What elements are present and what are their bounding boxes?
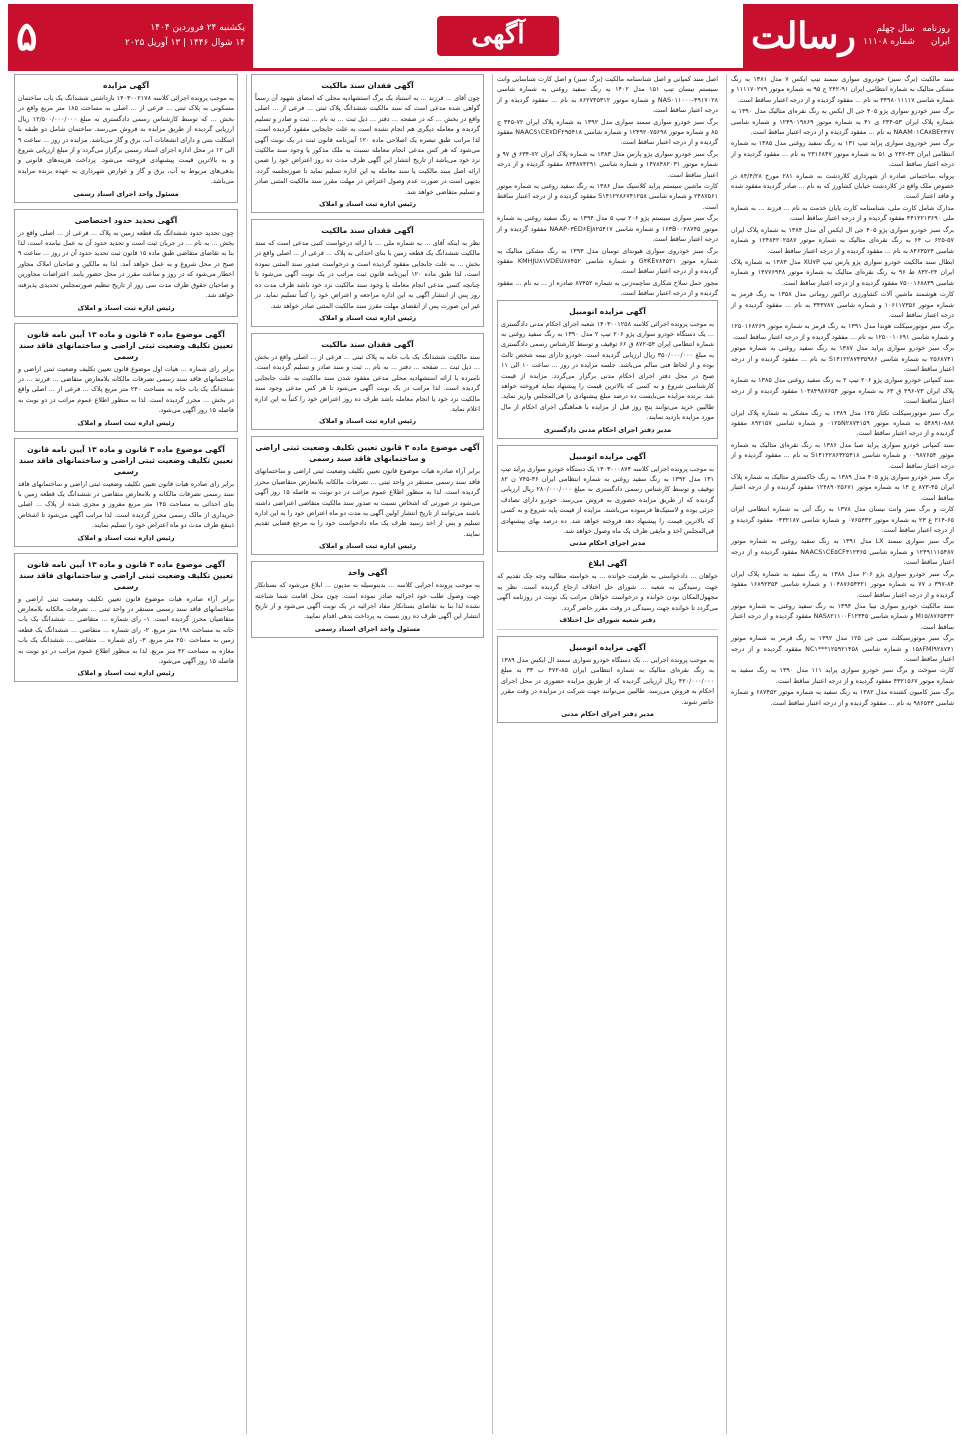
ad-signature: مسئول واحد اجرای اسناد رسمی <box>314 624 421 633</box>
ad-title: آگهی موضوع ماده ۳ قانون و ماده ۱۳ آیین نامه قانون تعیین تکلیف وضعیت ثبتی اراضی و ساختمانهای فاقد سند رسمی <box>18 444 233 476</box>
column-lost-documents <box>726 74 958 1434</box>
lost-item: برگ سبز خودرو سواری پراید مدل ۱۳۸۷ به رنگ سفید روغنی به شماره موتور ۲۵۶۸۷۴۱ به شماره شاسی S۱۴۱۲۲۸۷۴۳۵۹۸۶ به نام ... مفقود گردیده و از درجه اعتبار ساقط است. <box>731 344 954 373</box>
ad-signature: مدیر دفتر اجرای احکام مدنی <box>561 710 654 719</box>
alt-dates: ۱۴ شوال ۱۴۴۶ | ۱۳ آوریل ۲۰۲۵ <box>125 38 245 48</box>
brand-info <box>922 23 950 49</box>
ad-land-registry <box>14 438 238 547</box>
country-label: ایران <box>930 37 950 47</box>
ad-land-registry <box>251 436 484 555</box>
lost-item: برگ سبز موتورسیکلت سی جی ۱۲۵ مدل ۱۳۹۲ به رنگ قرمز به شماره موتور ۱۵۸FMI۹۲۸۷۴۱ و شماره شاسی NC۱***۱۲۵۹۲۱۴۵۸ مفقود گردیده و از درجه اعتبار ساقط است. <box>731 634 954 663</box>
issue-number: شماره ۱۱۱۰۸ <box>863 37 915 47</box>
ad-body: برابر آراء صادره هیات موضوع قانون تعیین تکلیف وضعیت ثبتی اراضی و ساختمانهای فاقد سند رسمی مستقر در واحد ثبتی ... تصرفات مالکانه بلامعارض متقاضیان محرز گردیده است. ۱- رای شماره ... متقاضی ... ششدانگ یک باب خانه به مساحت ۱۹۸ متر مربع. ۲- رای شماره ... متقاضی ... ششدانگ یک قطعه زمین به مساحت ۲۵۰ متر مربع. ۳- رای شماره ... متقاضی ... ششدانگ یک باب مغازه به مساحت ۴۲ متر مربع. لذا به منظور اطلاع عموم مراتب در دو نوبت به فاصله ۱۵ روز آگهی می‌شود. <box>18 594 234 665</box>
ad-title: آگهی موضوع ماده ۳ قانون و ماده ۱۳ آیین نامه قانون تعیین تکلیف وضعیت ثبتی اراضی و ساختمانهای فاقد سند رسمی <box>18 329 233 361</box>
ad-title: آگهی فقدان سند مالکیت <box>321 226 414 236</box>
ad-signature: رئیس اداره ثبت اسناد و املاک <box>319 417 416 426</box>
ad-land-registry <box>14 323 238 432</box>
ad-columns <box>8 74 958 1434</box>
ad-title: آگهی فقدان سند مالکیت <box>321 339 414 349</box>
lost-item: برگ سبز موتورسیکلت هوندا مدل ۱۳۹۱ به رنگ قرمز به شماره موتور ۱۲۵۰۱۶۸۲۶۹ و شماره شاسی ۱۲۵۰۰۱۰۶۹۱ به نام ... مفقود گردیده و از درجه اعتبار ساقط است. <box>731 322 954 341</box>
lost-item: کارت و برگ سبز وانت نیسان مدل ۱۳۷۸ به رنگ آبی به شماره انتظامی ایران ۶۵-۲۱۴ ع ۲۳ به شماره موتور ۰۷۶۵۴۳۲ و شماره شاسی ۰۴۳۲۱۸۷ مفقود گردیده و از درجه اعتبار ساقط است. <box>731 505 954 535</box>
ad-auction-car-3 <box>497 636 718 723</box>
ad-body: برابر رای شماره ... هیات اول موضوع قانون تعیین تکلیف وضعیت ثبتی اراضی و ساختمانهای فاقد سند رسمی تصرفات مالکانه بلامعارض متقاضی ... فرزند ... در ششدانگ یک باب خانه به مساحت ۲۳۰ متر مربع پلاک ... فرعی از ... اصلی واقع در بخش ... محرز گردیده است. لذا به منظور اطلاع عموم مراتب در دو نوبت به فاصله ۱۵ روز آگهی می‌شود. <box>18 364 234 415</box>
lost-item: اصل سند کمپانی و اصل شناسنامه مالکیت (برگ سبز) و اصل کارت شناسایی وانت سیستم نیسان تیپ ۱۵۱ مدل ۱۴۰۲ به رنگ سفید روغنی به شماره شاسی NAS۰۱۱۰۰۰-۴۹۱۷۰۲۸ و شماره موتور ۸۶۲۷۴۵۳۱۲ به نام ... مفقود گردیده و از درجه اعتبار ساقط است. <box>497 75 718 115</box>
lost-item: مجوز حمل سلاح شکاری ساچمه‌زنی به شماره ۸۷۴۵۲ صادره از ... به نام ... مفقود گردیده و از درجه اعتبار ساقط است. <box>497 278 718 298</box>
lost-item: پروانه ساختمانی صادره از شهرداری کلاردشت به شماره ۲۸۱ مورخ ۸۴/۴/۲۸ در خصوص ملک واقع در کلاردشت خیابان کشاورز که به نام ... صادر گردیده مفقود شده و فاقد اعتبار است. <box>731 171 955 201</box>
ad-body: برابر رای صادره هیات قانون تعیین تکلیف وضعیت ثبتی اراضی و ساختمانهای فاقد سند رسمی تصرفات مالکانه و بلامعارض متقاضی در ششدانگ یک قطعه زمین با بنای احداثی به مساحت ۱۴۵ متر مربع مفروز و مجزی شده از پلاک ... اصلی خریداری از مالک رسمی محرز گردیده است. لذا مراتب آگهی می‌شود تا اشخاص ذینفع ظرف مدت دو ماه اعتراض خود را تسلیم نمایند. <box>18 479 234 530</box>
lost-item: سند کمپانی خودرو سواری پژو ۲۰۶ تیپ ۲ به رنگ سفید روغنی مدل ۱۳۸۵ به شماره پلاک ایران ۷۳-۴۹۶ ق ۶۳ به شماره موتور ۱۰۳۸۴۹۸۷۶۵۴ مفقود گردیده و از درجه اعتبار ساقط است. <box>731 376 954 406</box>
masthead <box>8 4 958 71</box>
persian-date: یکشنبه ۲۴ فروردین ۱۴۰۴ <box>150 23 245 33</box>
ad-body: به موجب پرونده اجرایی کلاسه ۱۴۰۳۰۰۰۸۷۴ یک دستگاه خودرو سواری پراید تیپ ۱۳۱ مدل ۱۳۹۲ به رنگ سفید روغنی به شماره انتظامی ایران ۳۶-۷۴۵ ن ۸۲ توقیف و توسط کارشناس رسمی دادگستری به مبلغ ۲۸۰/۰۰۰/۰۰۰ ریال ارزیابی گردیده که از طریق مزایده حضوری به فروش می‌رسد. خودرو دارای تصادف جزئی بوده و لاستیک‌ها فرسوده می‌باشند. مزایده از قیمت پایه شروع و به کسی که بالاترین قیمت را پیشنهاد دهد فروخته خواهد شد. ده درصد بهای پیشنهادی فی‌المجلس اخذ و مابقی ظرف یک ماه وصول خواهد شد. <box>501 464 715 536</box>
ad-signature: رئیس اداره ثبت اسناد و املاک <box>77 303 175 312</box>
ad-title: آگهی موضوع ماده ۳ قانون و ماده ۱۳ آیین نامه قانون تعیین تکلیف وضعیت ثبتی اراضی و ساختمانهای فاقد سند رسمی <box>18 559 233 591</box>
lost-list <box>731 74 954 708</box>
date-lines <box>125 21 245 51</box>
lost-item: برگ سبز خودرو سواری پژو پارس مدل ۱۳۸۳ به شماره پلاک ایران ۷۲-۶۳۴ ق ۹۷ و شماره موتور ۱۴۷۸۴۸۲۰۳۱ و شماره شاسی ۸۳۴۸۷۴۲۹۱ مفقود گردیده و از درجه اعتبار ساقط است. <box>497 149 718 179</box>
ad-title: آگهی واحد <box>347 568 388 578</box>
publisher-label: روزنامه <box>922 24 950 34</box>
lost-item: برگ سبز خودروی سواری هیوندای توسان مدل ۱۳۹۳ به رنگ مشکی متالیک به شماره موتور G۴KE۷۸۴۵۲۱ و شماره شاسی KMHJU۸۱VDEU۸۷۴۵۲ مفقود گردیده و از درجه اعتبار ساقط است. <box>497 246 718 276</box>
lost-item: برگ سبز خودروی سواری پراید تیپ ۱۳۱ به رنگ سفید روغنی مدل ۱۳۸۵ به شماره انتظامی ایران ۴۳-۲۴۲ ی ۵۱ به شماره موتور ۲۳۱۶۸۴۷ به نام ... مفقود گردیده و از درجه اعتبار ساقط است. <box>731 139 955 169</box>
lost-item: برگ سبز خودرو سواری سمند سواری مدل ۱۳۹۲ به شماره پلاک ایران ۷۲-۳۴۵ ج ۸۵ و شماره موتور ۱۲۴۹۲۰۷۵۶۹۸ و شماره شاسی NAACS۱CE۷DF۲۹۵۴۱۸ مفقود گردیده و از درجه اعتبار ساقط است. <box>497 117 718 147</box>
ad-property-auction <box>14 74 238 203</box>
lost-item: مدارک شامل کارت ملی، شناسنامه کارت پایان خدمت به نام ... فرزند ... به شماره ملی ۴۴۱۲۲۱۳۶۹۰ مفقود گردیده و از درجه اعتبار ساقط است. <box>731 203 954 223</box>
ad-body: به موجب پرونده اجرایی کلاسه ... بدینوسیله به مدیون ... ابلاغ می‌شود که بستانکار جهت وصول طلب خود اجرائیه صادر نموده است. چون محل اقامت شما شناخته نشده لذا بنا به تقاضای بستانکار مفاد اجرائیه در یک نوبت آگهی می‌شود و از تاریخ انتشار این آگهی ظرف ده روز نسبت به پرداخت بدهی اقدام نمایید. <box>255 581 480 621</box>
lost-item: کارت هوشمند ماشین آلات کشاورزی تراکتور رومانی مدل ۱۳۵۸ به رنگ قرمز به شماره موتور ۱۰۶۱۱۷۳۵۶ و شماره شاسی ۳۴۳۷۸۷ به نام ... مفقود گردیده و از درجه اعتبار ساقط است. <box>731 290 954 319</box>
section-title: آگهی <box>437 16 558 56</box>
lost-item: برگ سبز سواری سیستم پژو ۲۰۶ تیپ ۵ مدل ۱۳۹۴ به رنگ سفید روغنی به شماره موتور ۱۶۳B۰۰۲۸۷۴۵ و شماره شاسی NAAP۰۳ED۶EJ۸۲۵۴۱۷ مفقود گردیده و از درجه اعتبار ساقط است. <box>497 214 718 244</box>
ad-signature: مسئول واحد اجرای اسناد رسمی <box>73 189 179 198</box>
ad-auction-car-1 <box>497 300 718 439</box>
ad-lost-deed <box>251 219 484 327</box>
ad-body: به موجب پرونده اجرایی ... یک دستگاه خودرو سواری سمند ال ایکس مدل ۱۳۸۹ به رنگ نقره‌ای متالیک به شماره انتظامی ایران ۸۵-۴۷۲ ب ۳۳ به مبلغ ۴۲۰/۰۰۰/۰۰۰ ریال ارزیابی گردیده که از طریق مزایده حضوری در محل اجرای احکام به فروش می‌رسد. طالبین می‌توانند جهت شرکت در مزایده در وقت مقرر حاضر شوند. <box>501 656 714 706</box>
ad-body: سند مالکیت ششدانگ یک باب خانه به پلاک ثبتی ... فرعی از ... اصلی واقع در بخش ... ذیل ثبت ... صفحه ... دفتر ... به نام ... ثبت و سند صادر و تسلیم گردیده است. نامبرده با ارائه استشهادیه محلی مدعی مفقود شدن سند مالکیت به علت جابجایی گردیده است. لذا مراتب در یک نوبت آگهی می‌شود تا هر کس مدعی وجود سند مالکیت نزد خود یا انجام معامله باشد ظرف ده روز اعتراض خود را کتباً به این اداره اعلام نماید. <box>255 352 480 413</box>
ad-title: آگهی مزایده اتومبیل <box>569 306 646 316</box>
lost-item: برگ سبز خودرو سواری پژو ۴۰۵ جی ال ایکس آی مدل ۱۳۸۴ به شماره پلاک ایران ۵۷-۶۲۵ ب ۶۴ به رنگ نقره‌ای متالیک به شماره موتور ۱۲۴۸۴۲۰۲۵۸۷ و شماره شاسی ۸۴۶۳۵۲۴ به نام ... مفقود گردیده و از درجه اعتبار ساقط است. <box>731 225 954 255</box>
ad-body: برابر آراء صادره هیات موضوع قانون تعیین تکلیف وضعیت ثبتی اراضی و ساختمانهای فاقد سند رسمی مستقر در واحد ثبتی ... تصرفات مالکانه بلامعارض متقاضیان محرز گردیده است. لذا به منظور اطلاع عموم مراتب در دو نوبت به فاصله ۱۵ روز آگهی می‌شود در صورتی که اشخاص نسبت به صدور سند مالکیت متقاضی اعتراضی داشته باشند می‌توانند از تاریخ انتشار اولین آگهی به مدت دو ماه اعتراض خود را به این اداره تسلیم و پس از اخذ رسید ظرف یک ماه دادخواست خود را به مرجع قضایی تقدیم نمایند. <box>255 467 480 538</box>
ad-signature: رئیس اداره ثبت اسناد و املاک <box>77 418 175 427</box>
ad-land-registry <box>14 553 238 683</box>
page-number: ۵ <box>16 12 38 60</box>
lost-item: برگ سبز موتورسیکلت تکتاز ۱۲۵ مدل ۱۳۸۹ به رنگ مشکی به شماره پلاک ایران ۸۸۸-۵۴۸۹۱ به شماره موتور ۰۱۲۵N۲۸۷۴۱۵۹ و شماره شاسی ۸۹۲۱۵۷ مفقود گردیده و از درجه اعتبار ساقط است. <box>731 408 954 438</box>
ad-body: به موجب پرونده اجرائی کلاسه ۱۴۰۳۰۰۲۱۷۸ بازداشتی ششدانگ یک باب ساختمان مسکونی به پلاک ثبتی ... فرعی از ... اصلی به مساحت ۱۸۵ متر مربع واقع در بخش ... که توسط کارشناس رسمی دادگستری به مبلغ ۱۲/۵۰۰/۰۰۰/۰۰۰ ریال ارزیابی گردیده از طریق مزایده به فروش می‌رسد. ساختمان شامل دو طبقه با اسکلت بتنی و دارای انشعابات آب، برق و گاز می‌باشد. مزایده در روز ... ساعت ۹ الی ۱۲ در محل اداره اجرای اسناد رسمی برگزار می‌گردد و از مبلغ ارزیابی شروع و به بالاترین قیمت پیشنهادی فروخته می‌شود. پرداخت هزینه‌های قانونی و بدهی‌های مربوط به آب، برق و گاز و عوارض شهرداری به عهده برنده مزایده می‌باشد. <box>18 94 234 186</box>
lost-item: برگ سبز خودرو سواری پژو ۲۰۶ مدل ۱۳۸۸ به رنگ سفید به شماره پلاک ایران ۸۴-۳۹۷ د ۷۷ به شماره موتور ۱۰۴۸۷۶۵۴۳۲۱ و شماره شاسی ۱۶۸۹۲۳۵۴ مفقود گردیده و از درجه اعتبار ساقط است. <box>731 569 955 599</box>
ad-title: آگهی موضوع ماده ۳ قانون تعیین تکلیف وضعیت ثبتی اراضی و ساختمانهای فاقد سند رسمی <box>255 443 480 464</box>
ad-title: آگهی ابلاغ <box>588 559 627 569</box>
ad-lost-deed <box>251 74 484 213</box>
date-block <box>8 4 253 68</box>
lost-item: برگ سبز سواری سمند LX مدل ۱۳۹۱ به رنگ سفید روغنی به شماره موتور ۱۲۴۹۱۱۱۵۴۸۷ و شماره شاسی NAACS۱CE۵CF۴۱۲۳۶۵ مفقود گردیده و از درجه اعتبار ساقط است. <box>731 537 954 567</box>
lost-item: برگ سبز کامیون کشنده مدل ۱۳۸۲ به رنگ سفید به شماره موتور ۶۸۷۴۵۲ و شماره شاسی ۹۸۶۵۴۳ به نام ... مفقود گردیده و از درجه اعتبار ساقط است. <box>731 688 954 707</box>
lost-item: برگ سبز خودرو سواری پژو ۴۰۵ مدل ۱۳۸۹ به رنگ خاکستری متالیک به شماره پلاک ایران ۴۵-۸۷۳ ج ۱۴ به شماره موتور ۱۲۴۸۹۰۲۵۶۷۱ مفقود گردیده و از درجه اعتبار ساقط است. <box>731 473 955 502</box>
ad-summons <box>497 558 718 630</box>
ad-title: آگهی مزایده اتومبیل <box>569 451 646 461</box>
ad-signature: رئیس اداره ثبت اسناد و املاک <box>319 542 416 551</box>
ad-signature: رئیس اداره ثبت اسناد و املاک <box>319 313 416 322</box>
column-registry-notices <box>10 74 242 1434</box>
ad-body: به موجب پرونده اجرائی کلاسه ۱۴۰۳۰۰۱۲۵۸ شعبه اجرای احکام مدنی دادگستری ... یک دستگاه خودرو سواری پژو ۲۰۶ تیپ ۲ مدل ۱۳۹۰ به رنگ سفید روغنی به شماره انتظامی ایران ۵۴-۸۷۲ ق ۶۶ توقیف و توسط کارشناس رسمی دادگستری به مبلغ ۳۵۰/۰۰۰/۰۰۰ ریال ارزیابی گردیده است. خودرو دارای بیمه شخص ثالث بوده و از لحاظ فنی سالم می‌باشد. جلسه مزایده در روز ... ساعت ۱۰ الی ۱۱ صبح در محل دفتر اجرای احکام مدنی برگزار می‌گردد. مزایده از قیمت کارشناسی شروع و به کسی که بالاترین قیمت را پیشنهاد نماید فروخته خواهد شد. برنده مزایده می‌بایست ده درصد مبلغ پیشنهادی را فی‌المجلس واریز نماید. طالبین خرید می‌توانند پنج روز قبل از مزایده با هماهنگی اجرای احکام از مال مورد مزایده بازدید نمایند. <box>501 319 715 422</box>
ad-signature: دفتر شعبه شورای حل اختلاف <box>559 616 656 625</box>
ad-title: آگهی مزایده اتومبیل <box>569 643 646 653</box>
ad-boundary-notice <box>14 209 238 317</box>
ad-body: خواهان ... دادخواستی به طرفیت خوانده ... به خواسته مطالبه وجه چک تقدیم که جهت رسیدگی به شعبه ... شورای حل اختلاف ارجاع گردیده است. نظر به مجهول‌المکان بودن خوانده و درخواست خواهان مراتب یک نوبت در روزنامه آگهی می‌گردد تا خوانده جهت رسیدگی در وقت مقرر حاضر گردد. <box>497 572 718 612</box>
ad-title: آگهی فقدان سند مالکیت <box>321 81 414 90</box>
ad-body: چون تحدید حدود ششدانگ یک قطعه زمین به پلاک ... فرعی از ... اصلی واقع در بخش ... به نام ... در جریان ثبت است و تحدید حدود آن به عمل نیامده است، لذا بنا به تقاضای متقاضی طبق ماده ۱۵ قانون ثبت تحدید حدود آن در روز ... ساعت ۹ صبح در محل شروع و به عمل خواهد آمد. لذا به مالکین و صاحبان املاک مجاور اخطار می‌شود که در روز و ساعت مقرر در محل حضور یابند. اعتراضات مجاورین و صاحبان حقوق ظرف مدت سی روز از تاریخ تنظیم صورتمجلس تحدیدی پذیرفته خواهد شد. <box>18 228 235 300</box>
ad-lost-deed <box>251 333 484 430</box>
ad-body: نظر به اینکه آقای ... به شماره ملی ... با ارائه درخواست کتبی مدعی است که سند مالکیت ششدانگ یک قطعه زمین با بنای احداثی به پلاک ... فرعی از ... اصلی واقع در بخش ... به علت جابجایی مفقود گردیده است و درخواست صدور سند المثنی نموده است، لذا طبق ماده ۱۲۰ آیین‌نامه قانون ثبت مراتب در یک نوبت آگهی می‌شود تا چنانچه کسی مدعی انجام معامله یا وجود سند مالکیت نزد خود باشد ظرف مدت ده روز پس از انتشار آگهی به این اداره مراجعه و اعتراض خود را کتباً تسلیم نماید. در غیر این صورت پس از انقضای مهلت مقرر سند مالکیت المثنی صادر خواهد شد. <box>255 239 480 310</box>
ad-single-notice <box>251 561 484 638</box>
brand-block <box>743 4 958 68</box>
ad-signature: رئیس اداره ثبت اسناد و املاک <box>77 669 175 678</box>
ad-signature: مدیر اجرای احکام مدنی <box>569 539 646 548</box>
lost-item: سند مالکیت (برگ سبز) خودروی سواری سمند تیپ ایکس ۷ مدل ۱۳۸۱ به رنگ مشکی متالیک به شماره انتظامی ایران ۹۱-۲۴۲ ج ۹۵ به شماره موتور ۱۱۱۱۷۰۲۷۹ و شماره شاسی ۳۴۹۸۰۱۱۱۱۷ به نام ... مفقود گردیده و از درجه اعتبار ساقط است. <box>731 75 954 104</box>
publisher-year: سال چهلم <box>876 24 915 34</box>
lost-item: سند کمپانی خودرو سواری پراید صبا مدل ۱۳۸۶ به رنگ نقره‌ای متالیک به شماره موتور ۰۰۹۸۷۶۵۴ و شماره شاسی S۱۴۱۲۲۸۶۳۲۵۴۱۸ به نام ... مفقود گردیده و از درجه اعتبار ساقط است. <box>731 440 954 470</box>
ad-title: آگهی مزایده <box>102 81 150 90</box>
lost-item: کارت ماشین سیستم پراید کلاسیک مدل ۱۳۸۶ به رنگ سفید روغنی به شماره موتور ۲۴۸۷۵۶۱ و شماره شاسی S۱۴۱۲۲۸۶۷۴۱۲۵۸ مفقود گردیده و از درجه اعتبار ساقط است. <box>497 182 718 211</box>
ad-signature: رئیس اداره ثبت اسناد و املاک <box>77 533 175 542</box>
lost-item: برگ سبز خودرو سواری پژو ۴۰۵ جی ال ایکس به رنگ نقره‌ای متالیک مدل ۱۳۹۰ به شماره پلاک ایران ۵۳-۲۳۴ ی ۴۱ به شماره موتور ۱۲۴۹۰۱۹۸۶۹ و شماره شاسی NAAM۰۱CA۸BE۲۴۷۷ به نام ... مفقود گردیده و از درجه اعتبار ساقط است. <box>731 107 954 137</box>
ad-body: چون آقای ... فرزند ... به استناد یک برگ استشهادیه محلی که امضای شهود آن رسماً گواهی شده مدعی است که سند مالکیت ششدانگ پلاک ثبتی ... فرعی از ... اصلی واقع در بخش ... که در صفحه ... دفتر ... ذیل ثبت ... به نام ... ثبت و صادر و تسلیم گردیده و معامله دیگری هم انجام نشده است به علت جابجایی مفقود گردیده است، لذا مراتب طبق تبصره یک اصلاحی ماده ۱۲۰ آیین‌نامه قانون ثبت در یک نوبت آگهی می‌شود که هر کس مدعی انجام معامله نسبت به ملک مذکور یا وجود سند مالکیت نزد خود می‌باشد از تاریخ انتشار این آگهی ظرف مدت ده روز اعتراض خود را ضمن ارائه اصل سند مالکیت یا سند معامله به این اداره تسلیم نماید تا صورتجلسه گردد. بدیهی است در صورت عدم وصول اعتراض در مهلت مقرر سند مالکیت المثنی صادر و تسلیم متقاضی خواهد شد. <box>255 94 480 196</box>
lost-item: ابطال سند مالکیت خودرو سواری پژو پارس تیپ XU۷P مدل ۱۳۸۳ به شماره پلاک ایران ۲۴-۸۳۲ ط ۹۶ به رنگ نقره‌ای متالیک به شماره موتور ۱۴۷۷۶۹۴۸ و شماره شاسی ۷۵۰۰۱۶۸۸۳۹ مفقود گردیده و از درجه اعتبار ساقط است. <box>731 257 954 287</box>
ad-auction-car-2 <box>497 445 718 553</box>
ad-title: آگهی تحدید حدود اختصاصی <box>74 215 178 225</box>
ad-signature: رئیس اداره ثبت اسناد و املاک <box>319 200 416 209</box>
ad-signature: مدیر دفتر اجرای احکام مدنی دادگستری <box>543 425 672 434</box>
masthead-center <box>253 4 743 68</box>
column-deed-notices <box>246 74 488 1434</box>
column-auctions <box>492 74 722 1434</box>
lost-item: کارت سوخت و برگ سبز خودرو سواری پراید ۱۱۱ مدل ۱۳۹۰ به رنگ سفید به شماره موتور ۴۳۲۱۵۶۷ مفقود گردیده و از درجه اعتبار ساقط است. <box>731 666 954 685</box>
brand-logo: رسالت <box>751 15 856 57</box>
lost-item: سند مالکیت خودرو سواری تیبا مدل ۱۳۹۴ به رنگ سفید روغنی به شماره موتور M۱۵/۸۷۶۵۴۳۲ و شماره شاسی NAS۸۲۱۱۰۰F۱۲۳۴۵ مفقود گردیده و از درجه اعتبار ساقط است. <box>731 601 954 631</box>
newspaper-page <box>8 4 958 1434</box>
issue-info <box>863 23 915 49</box>
